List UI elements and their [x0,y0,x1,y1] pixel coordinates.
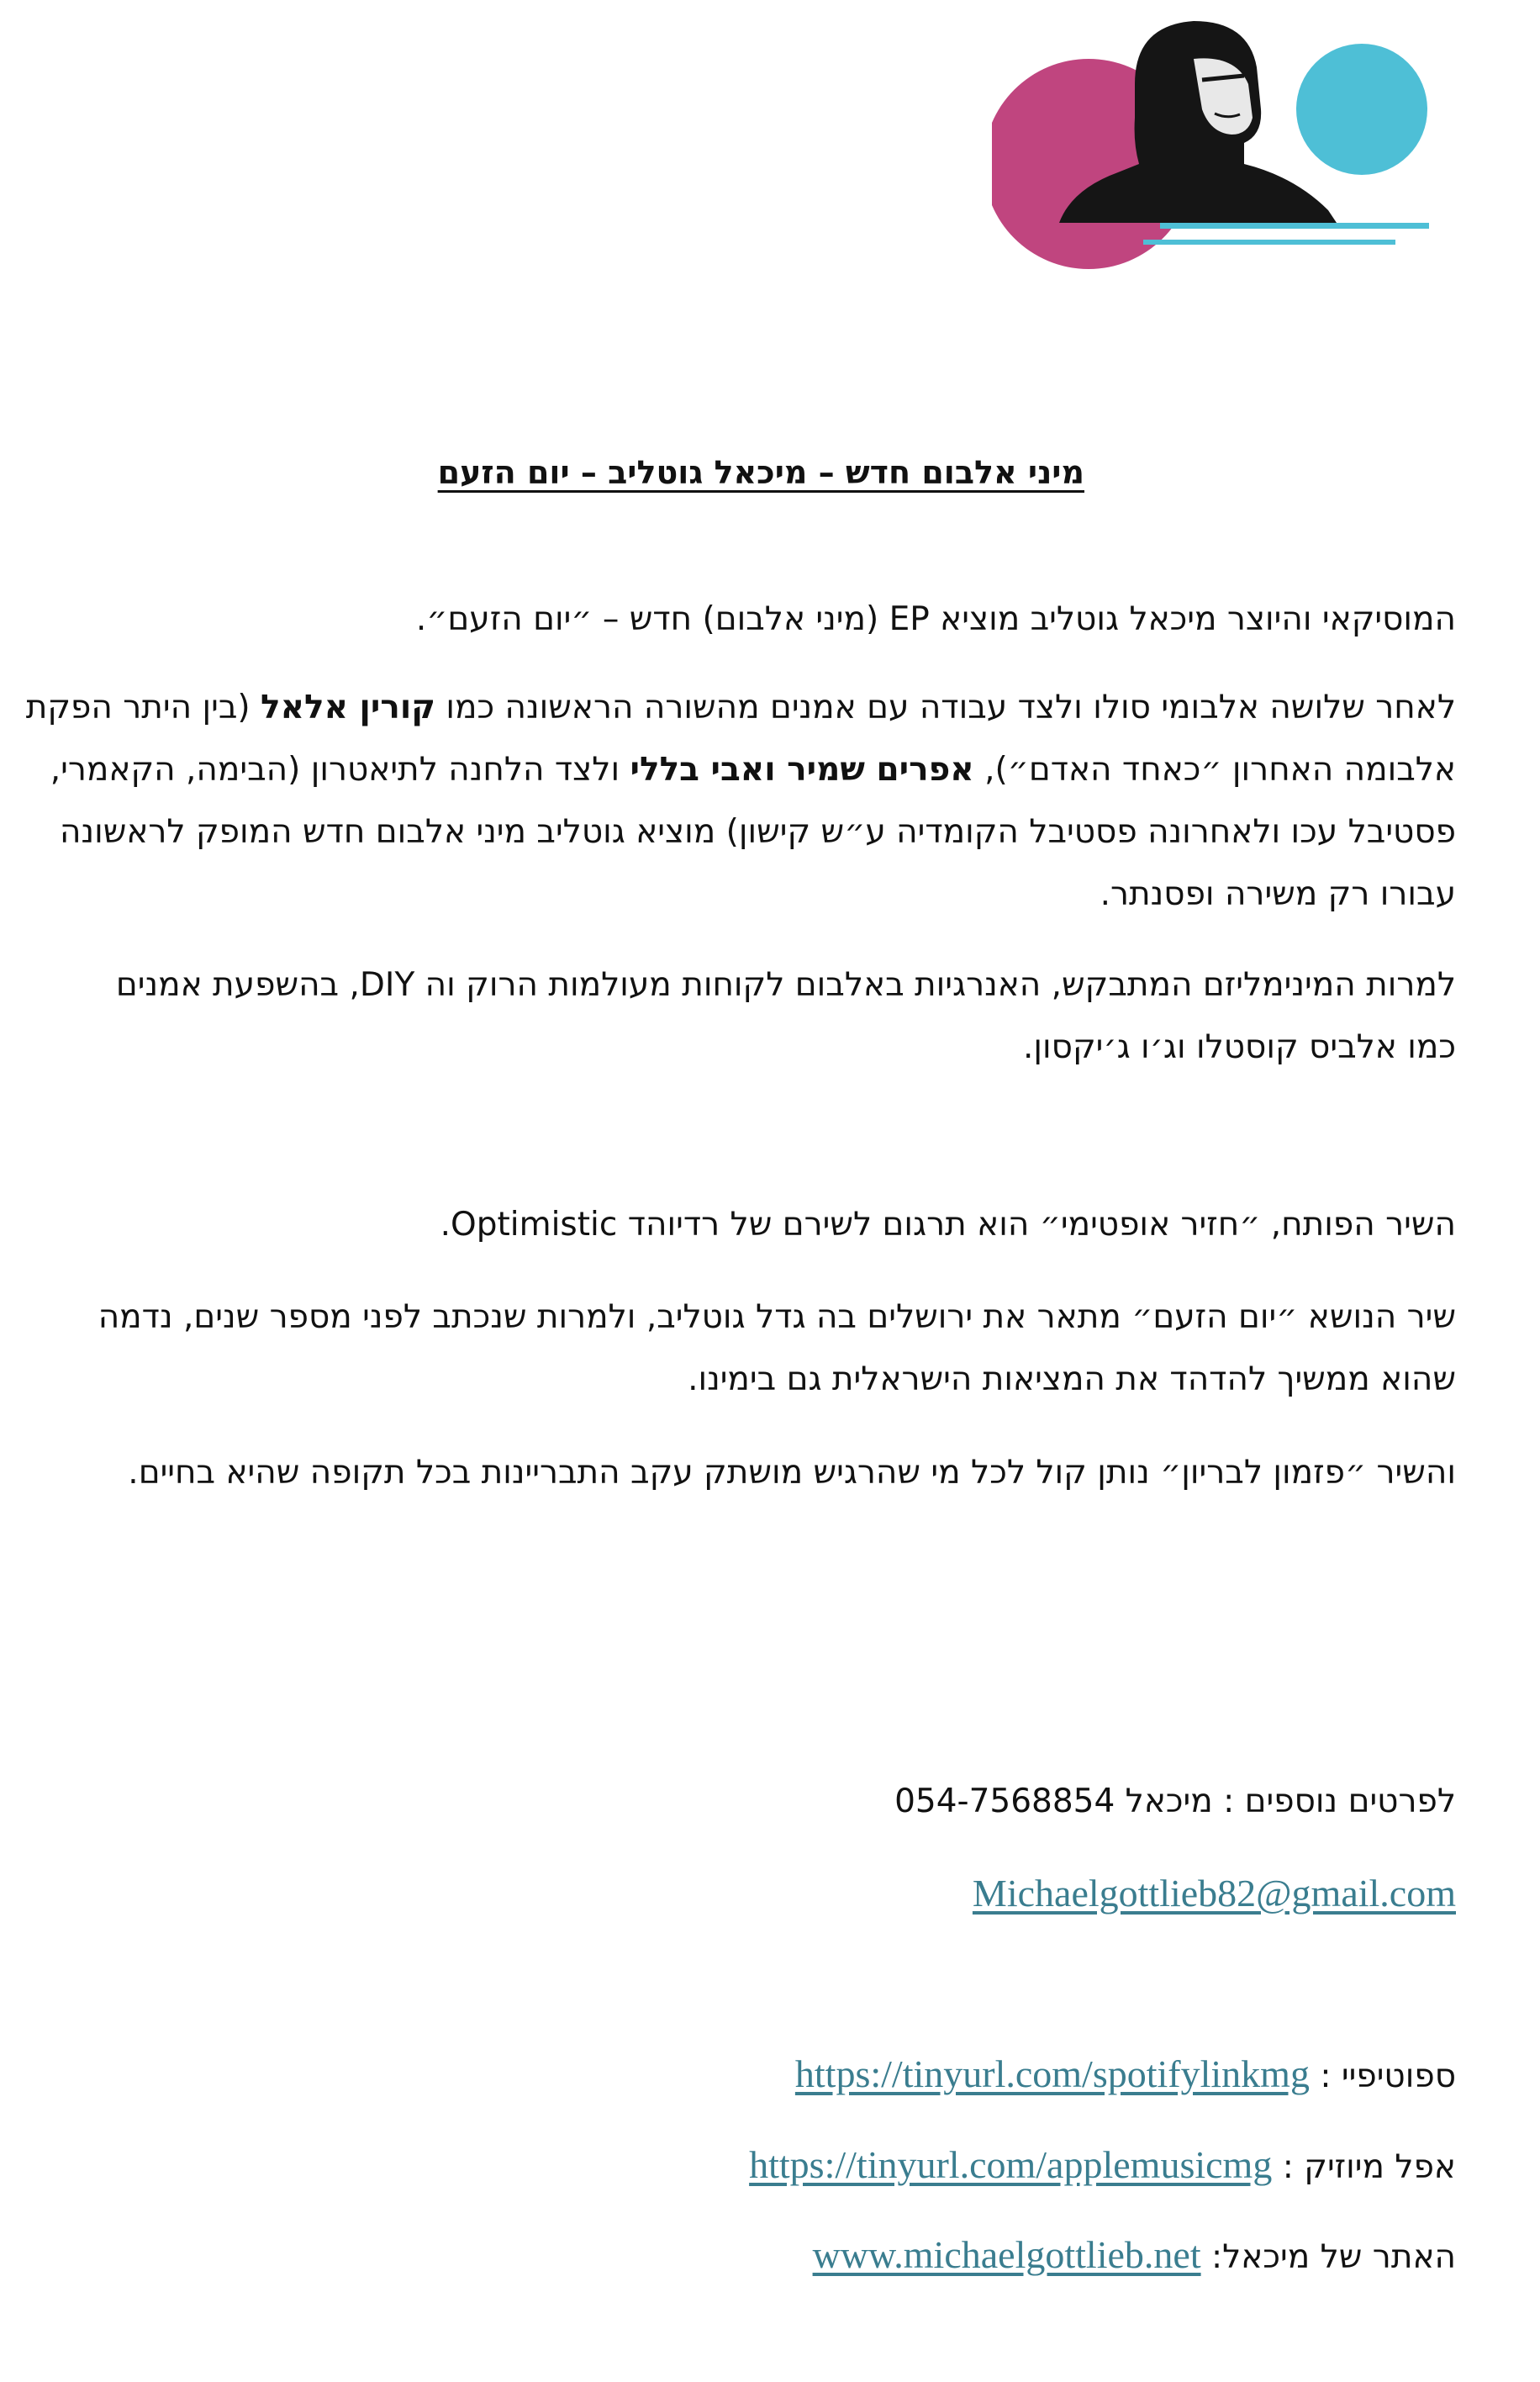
spotify-link[interactable]: https://tinyurl.com/spotifylinkmg [794,2052,1310,2095]
spotify-row [795,2052,1456,2096]
apple-music-row [749,2142,1456,2187]
paragraph-influences: למרות המינימליזם המתבקש, האנרגיות באלבום לקוחות מעולמות הרוק וה DIY, בהשפעת אמנים כמו אלביס קוסטלו וג׳ו ג׳יקסון. [115,966,1456,1066]
paragraph-opening-song: השיר הפותח, ״חזיר אופטימי״ הוא תרגום לשירם של רדיוהד Optimistic. [440,1206,1456,1244]
page-title: מיני אלבום חדש – מיכאל גוטליב – יום הזעם [437,454,1084,491]
paragraph-bully-song: והשיר ״פזמון לבריון״ נותן קול לכל מי שהרגיש מושתק עקב התבריינות בכל תקופה שהיא בחיים. [128,1454,1456,1492]
website-label: האתר של מיכאל: [1211,2238,1456,2276]
spotify-label: ספוטיפיי : [1320,2057,1456,2095]
apple-music-link[interactable]: https://tinyurl.com/applemusicmg [749,2143,1273,2186]
email-row [973,1871,1456,1915]
email-link[interactable]: Michaelgottlieb82@gmail.com [972,1872,1456,1915]
website-row [813,2232,1456,2277]
portrait-circles-logo [992,8,1446,286]
paragraph-title-song: שיר הנושא ״יום הזעם״ מתאר את ירושלים בה גדל גוטליב, ולמרות שנכתב לפני מספר שנים, נדמה שהוא ממשיך להדהד את המציאות הישראלית גם בימינו. [98,1298,1456,1398]
paragraph-intro: המוסיקאי והיוצר מיכאל גוטליב מוציא EP (מיני אלבום) חדש – ״יום הזעם״. [415,600,1456,638]
website-link[interactable]: www.michaelgottlieb.net [812,2233,1201,2276]
paragraph-background: לאחר שלושה אלבומי סולו ולצד עבודה עם אמנים מהשורה הראשונה כמו קורין אלאל (בין היתר הפקת אלבומה האחרון ״כאחד האדם״), אפרים שמיר ואבי בללי ולצד הלחנה לתיאטרון (הבימה, הקאמרי, פסטיבל עכו ולאחרונה פסטיבל הקומדיה ע״ש קישון) מוציא גוטליב מיני אלבום חדש המופק לראשונה עבורו רק משירה ופסנתר. [25,689,1456,913]
contact-details: לפרטים נוספים : מיכאל 054-7568854 [894,1783,1456,1820]
apple-music-label: אפל מיוזיק : [1282,2148,1456,2186]
